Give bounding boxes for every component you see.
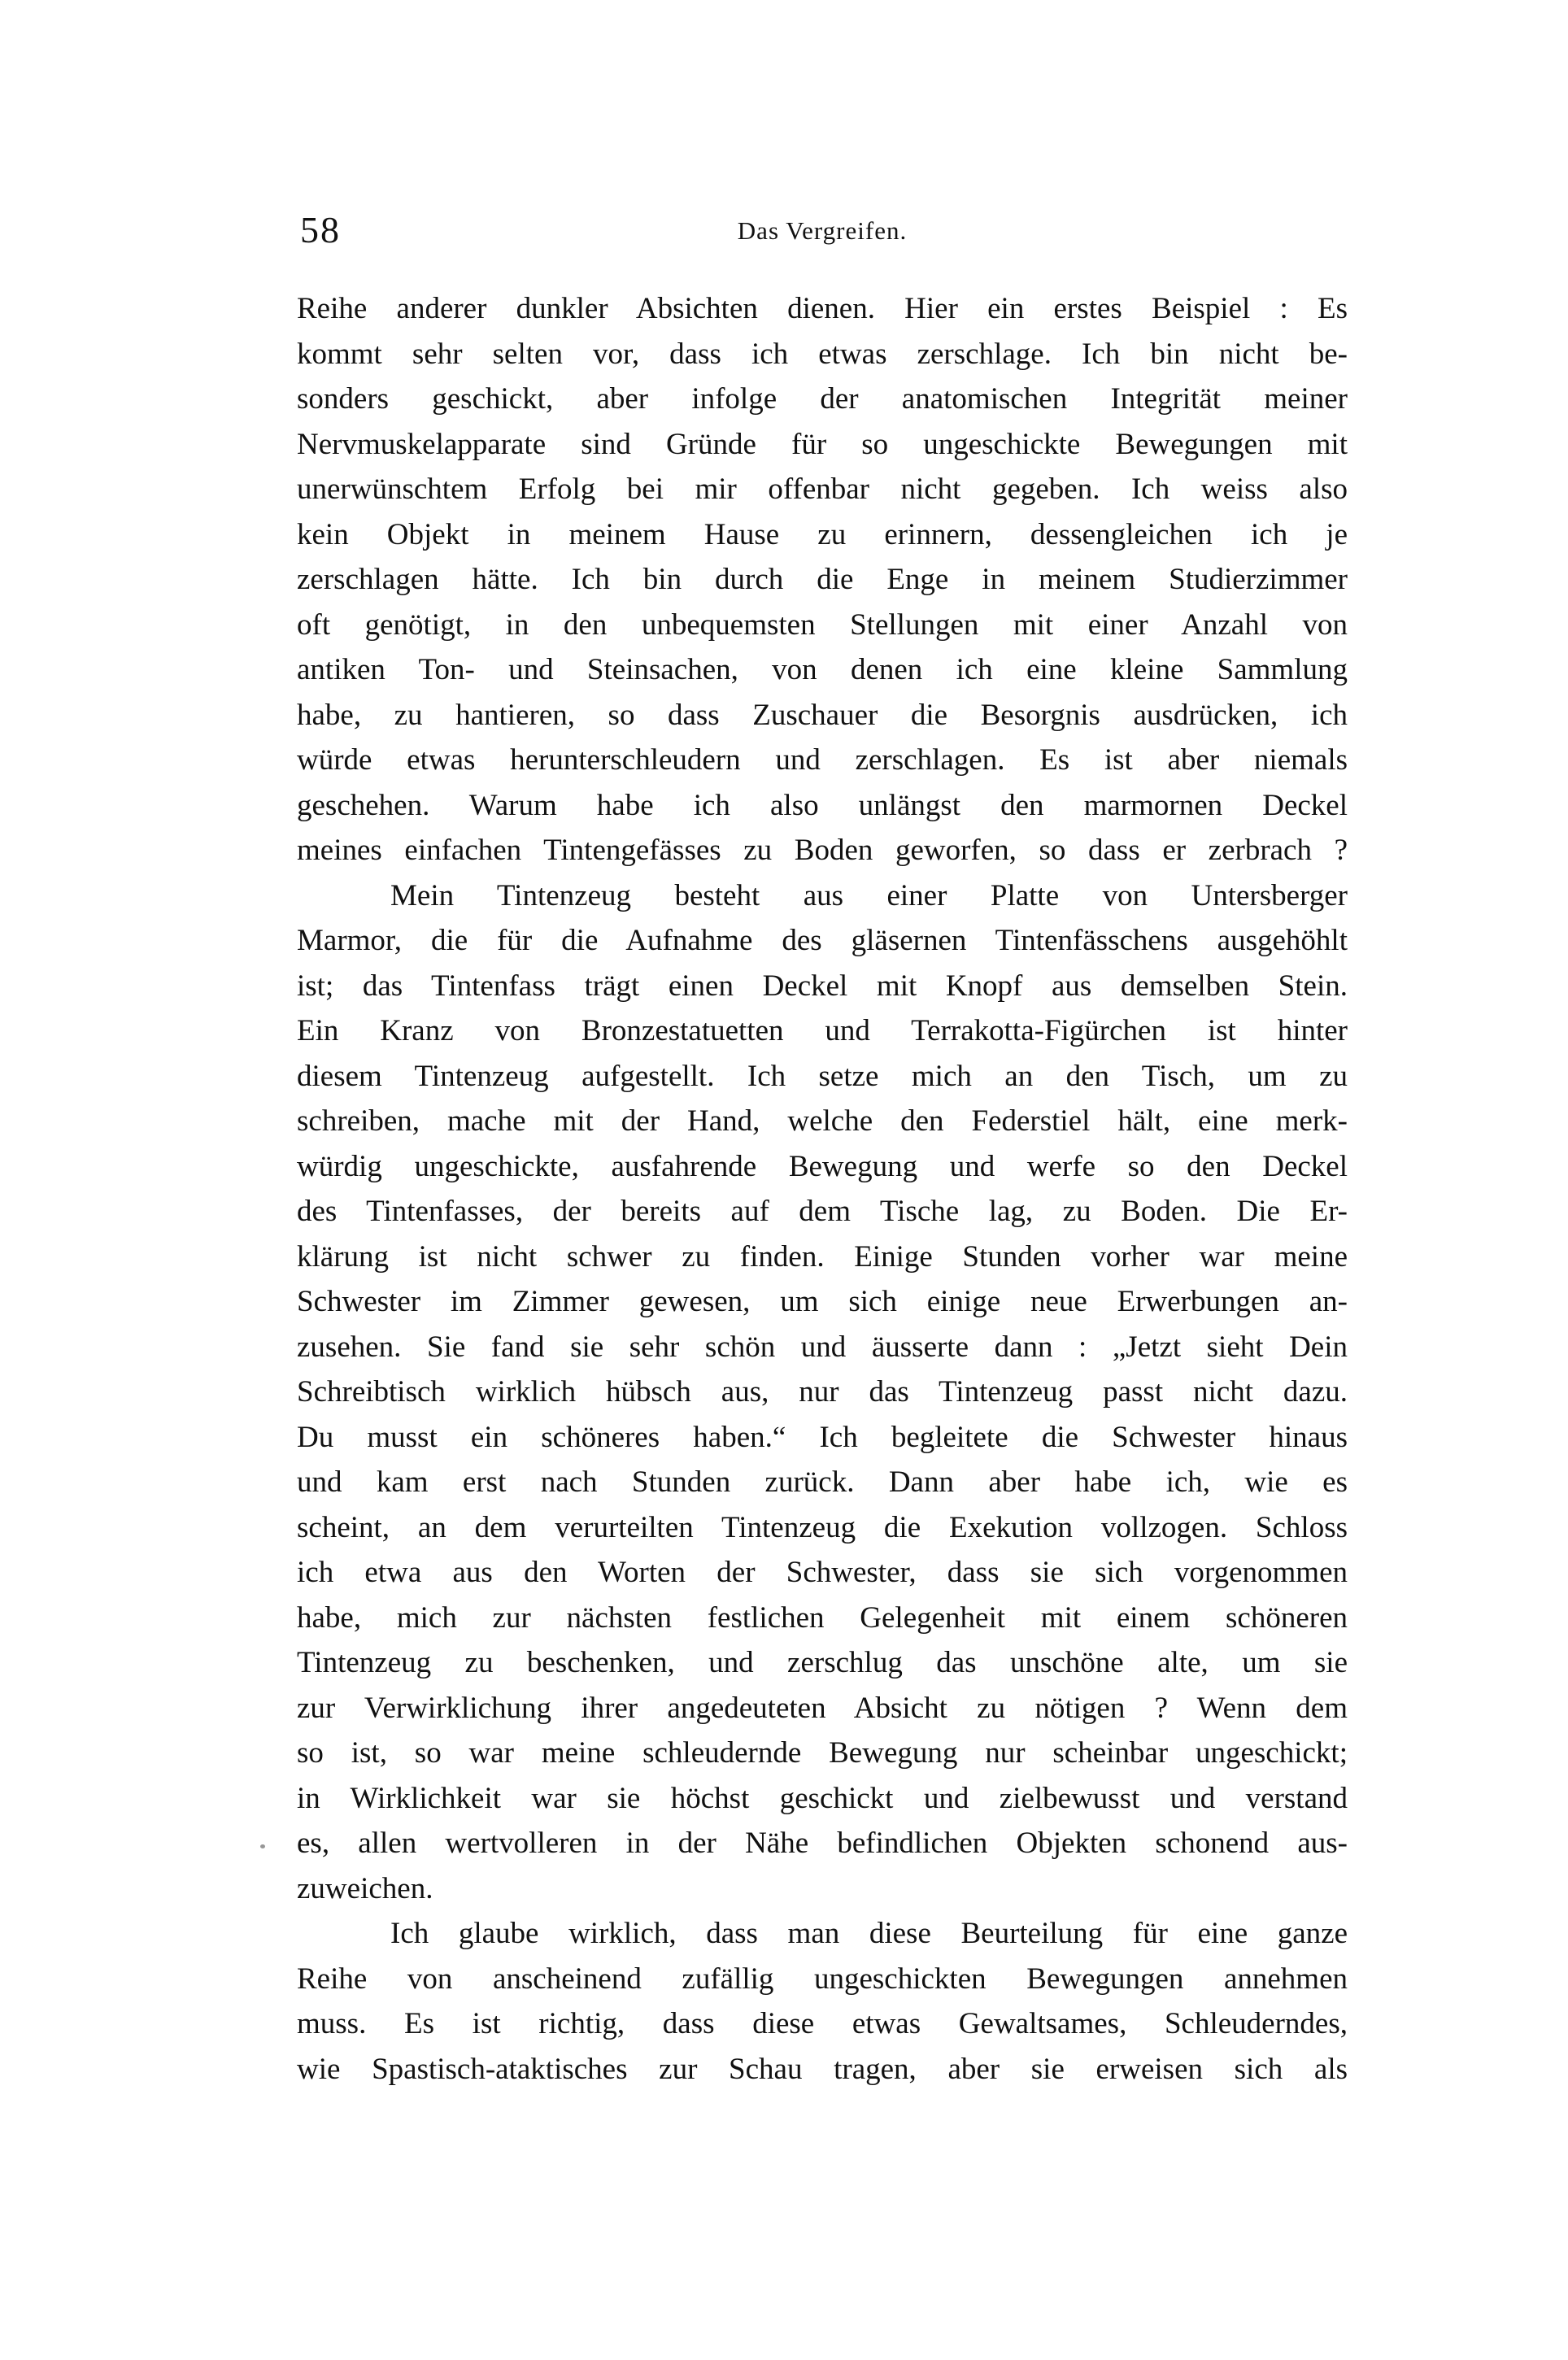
- text-line: so ist, so war meine schleudernde Bewegung nur scheinbar ungeschickt;: [297, 1736, 1348, 1770]
- text-line: zerschlagen hätte. Ich bin durch die Enge in meinem Studierzimmer: [297, 563, 1348, 596]
- page-header: [297, 210, 1348, 259]
- text-line: kein Objekt in meinem Hause zu erinnern, dessengleichen ich je: [297, 517, 1348, 551]
- text-line: Schreibtisch wirklich hübsch aus, nur das Tintenzeug passt nicht dazu.: [297, 1375, 1348, 1409]
- text-line: würdig ungeschickte, ausfahrende Bewegung und werfe so den Deckel: [297, 1149, 1348, 1183]
- page-number: 58: [300, 209, 341, 250]
- text-line: Du musst ein schöneres haben.“ Ich begleitete die Schwester hinaus: [297, 1420, 1348, 1454]
- text-line: Reihe anderer dunkler Absichten dienen. Hier ein erstes Beispiel : Es: [297, 292, 1348, 325]
- text-line: Schwester im Zimmer gewesen, um sich einige neue Erwerbungen an-: [297, 1285, 1348, 1318]
- text-line: habe, zu hantieren, so dass Zuschauer die Besorgnis ausdrücken, ich: [297, 698, 1348, 732]
- text-line: zusehen. Sie fand sie sehr schön und äusserte dann : „Jetzt sieht Dein: [297, 1330, 1348, 1364]
- text-line: Ich glaube wirklich, dass man diese Beurteilung für eine ganze: [390, 1917, 1348, 1950]
- scan-artifact-dot: [260, 1844, 265, 1848]
- text-line: Marmor, die für die Aufnahme des gläsernen Tintenfässchens ausgehöhlt: [297, 924, 1348, 957]
- text-line: Nervmuskelapparate sind Gründe für so ungeschickte Bewegungen mit: [297, 427, 1348, 461]
- text-line: scheint, an dem verurteilten Tintenzeug die Exekution vollzogen. Schloss: [297, 1510, 1348, 1544]
- text-line: Tintenzeug zu beschenken, und zerschlug das unschöne alte, um sie: [297, 1646, 1348, 1679]
- text-line: Ein Kranz von Bronzestatuetten und Terrakotta-Figürchen ist hinter: [297, 1014, 1348, 1047]
- text-line: kommt sehr selten vor, dass ich etwas zerschlage. Ich bin nicht be-: [297, 337, 1348, 371]
- text-line: Reihe von anscheinend zufällig ungeschickten Bewegungen annehmen: [297, 1962, 1348, 1996]
- text-line: zur Verwirklichung ihrer angedeuteten Absicht zu nötigen ? Wenn dem: [297, 1691, 1348, 1725]
- text-line: klärung ist nicht schwer zu finden. Einige Stunden vorher war meine: [297, 1239, 1348, 1274]
- text-line: sonders geschickt, aber infolge der anatomischen Integrität meiner: [297, 382, 1348, 416]
- text-line: habe, mich zur nächsten festlichen Gelegenheit mit einem schöneren: [297, 1600, 1348, 1635]
- text-line: muss. Es ist richtig, dass diese etwas Gewaltsames, Schleuderndes,: [297, 2007, 1348, 2040]
- text-line: und kam erst nach Stunden zurück. Dann aber habe ich, wie es: [297, 1465, 1348, 1499]
- text-line: es, allen wertvolleren in der Nähe befindlichen Objekten schonend aus-: [297, 1827, 1348, 1860]
- text-line: antiken Ton- und Steinsachen, von denen ich eine kleine Sammlung: [297, 653, 1348, 686]
- text-line: wie Spastisch-ataktisches zur Schau tragen, aber sie erweisen sich als: [297, 2052, 1348, 2086]
- text-line: meines einfachen Tintengefässes zu Boden geworfen, so dass er zerbrach ?: [297, 834, 1348, 867]
- text-line: geschehen. Warum habe ich also unlängst den marmornen Deckel: [297, 788, 1348, 822]
- text-line: unerwünschtem Erfolg bei mir offenbar nicht gegeben. Ich weiss also: [297, 472, 1348, 506]
- body-text: [297, 286, 1348, 2092]
- running-title: Das Vergreifen.: [737, 216, 908, 245]
- text-line: ist; das Tintenfass trägt einen Deckel mit Knopf aus demselben Stein.: [297, 969, 1348, 1003]
- text-line: des Tintenfasses, der bereits auf dem Tische lag, zu Boden. Die Er-: [297, 1195, 1348, 1228]
- text-line: schreiben, mache mit der Hand, welche den Federstiel hält, eine merk-: [297, 1104, 1348, 1138]
- text-line: in Wirklichkeit war sie höchst geschickt und zielbewusst und verstand: [297, 1781, 1348, 1815]
- text-line: diesem Tintenzeug aufgestellt. Ich setze mich an den Tisch, um zu: [297, 1059, 1348, 1093]
- text-line: oft genötigt, in den unbequemsten Stellungen mit einer Anzahl von: [297, 607, 1348, 642]
- text-line: ich etwa aus den Worten der Schwester, dass sie sich vorgenommen: [297, 1556, 1348, 1589]
- text-line: zuweichen.: [297, 1871, 433, 1905]
- text-line: Mein Tintenzeug besteht aus einer Platte von Untersberger: [390, 878, 1348, 912]
- text-line: würde etwas herunterschleudern und zerschlagen. Es ist aber niemals: [297, 743, 1348, 777]
